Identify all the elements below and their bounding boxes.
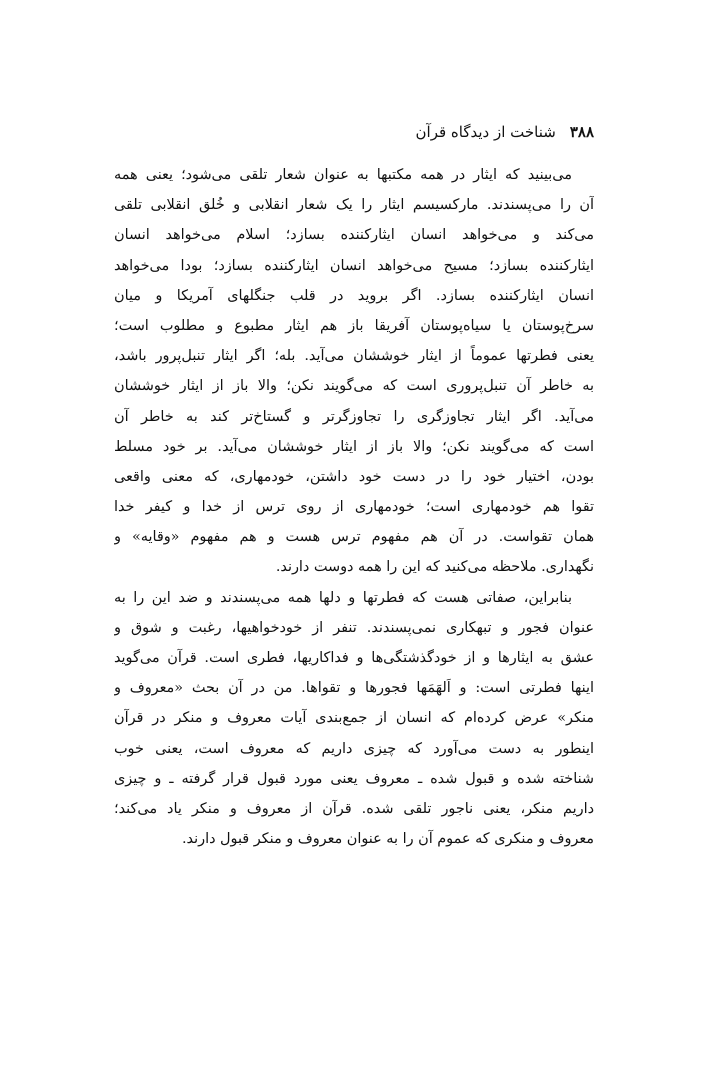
text-line: نگهداری. ملاحظه می‌کنید که این را همه دوست دارند.: [275, 559, 594, 576]
text-line: معروف و منکری که عموم آن را به عنوان معروف و منکر قبول دارند.: [181, 831, 594, 848]
body-text: [114, 160, 594, 854]
text-line: بنابراین، صفاتی هست که فطرتها و دلها همه می‌پسندند و ضد این را به: [114, 589, 572, 606]
text-line: اینطور به دست می‌آورد که چیزی داریم که معروف است، یعنی خوب: [114, 740, 594, 757]
text-line: عشق به ایثارها و از خودگذشتگی‌ها و فداکاریها، فطری است. قرآن می‌گوید: [114, 650, 594, 666]
text-line: منکر» عرض کرده‌ام که انسان از جمع‌بندی آیات معروف و منکر در قرآن: [114, 710, 594, 727]
text-line: می‌کند و می‌خواهد انسان ایثارکننده بسازد؛ اسلام می‌خواهد انسان: [114, 227, 594, 244]
text-line: شناخته شده و قبول شده ـ معروف یعنی مورد قبول قرار گرفته ـ و چیزی: [114, 770, 594, 787]
page-header: [114, 118, 594, 146]
text-line: اینها فطرتی است: و اَلهَمَها فجورها و تقواها. من در آن بحث «معروف و: [114, 680, 594, 697]
paragraph-2: [114, 583, 594, 855]
page-number: ۳۸۸: [569, 123, 594, 141]
text-line: است که می‌گویند نکن؛ والا باز از ایثار خوششان می‌آید. بر خود مسلط: [114, 438, 594, 455]
text-line: ایثارکننده بسازد؛ مسیح می‌خواهد انسان ایثارکننده بسازد؛ بودا می‌خواهد: [114, 257, 594, 274]
text-line: یعنی فطرتها عموماً از ایثار خوششان می‌آید. بله؛ اگر ایثار تنبل‌پرور باشد،: [114, 348, 594, 365]
text-line: عنوان فجور و تبهکاری نمی‌پسندند. تنفر از خودخواهیها، رغبت و شوق و: [114, 619, 594, 636]
text-line: همان تقواست. در آن هم مفهوم ترس هست و هم مفهوم «وقایه» و: [114, 529, 594, 546]
text-line: سرخ‌پوستان یا سیاه‌پوستان آفریقا باز هم ایثار مطبوع و مطلوب است؛: [114, 317, 594, 334]
text-line: بودن، اختیار خود را در دست خود داشتن، خودمهاری، که معنی واقعی: [114, 468, 594, 485]
text-line: تقوا هم خودمهاری است؛ خودمهاری از روی ترس از خدا و کیفر خدا: [114, 499, 594, 516]
text-line: به خاطر آن تنبل‌پروری است که می‌گویند نکن؛ والا باز از ایثار خوششان: [114, 378, 594, 395]
text-line: می‌بینید که ایثار در همه مکتبها به عنوان شعار تلقی می‌شود؛ یعنی همه: [114, 167, 572, 183]
text-line: می‌آید. اگر ایثار تجاوزگری را تجاوزگرتر و گستاخ‌تر کند به خاطر آن: [114, 408, 594, 425]
text-line: انسان ایثارکننده بسازد. اگر بروید در قلب جنگلهای آمریکا و میان: [114, 287, 594, 304]
running-title: شناخت از دیدگاه قرآن: [415, 123, 556, 141]
text-line: آن را می‌پسندند. مارکسیسم ایثار را یک شعار انقلابی و خُلق انقلابی تلقی: [114, 197, 594, 214]
paragraph-1: [114, 160, 594, 583]
text-line: داریم منکر، یعنی ناجور تلقی شده. قرآن از معروف و منکر یاد می‌کند؛: [114, 800, 594, 817]
